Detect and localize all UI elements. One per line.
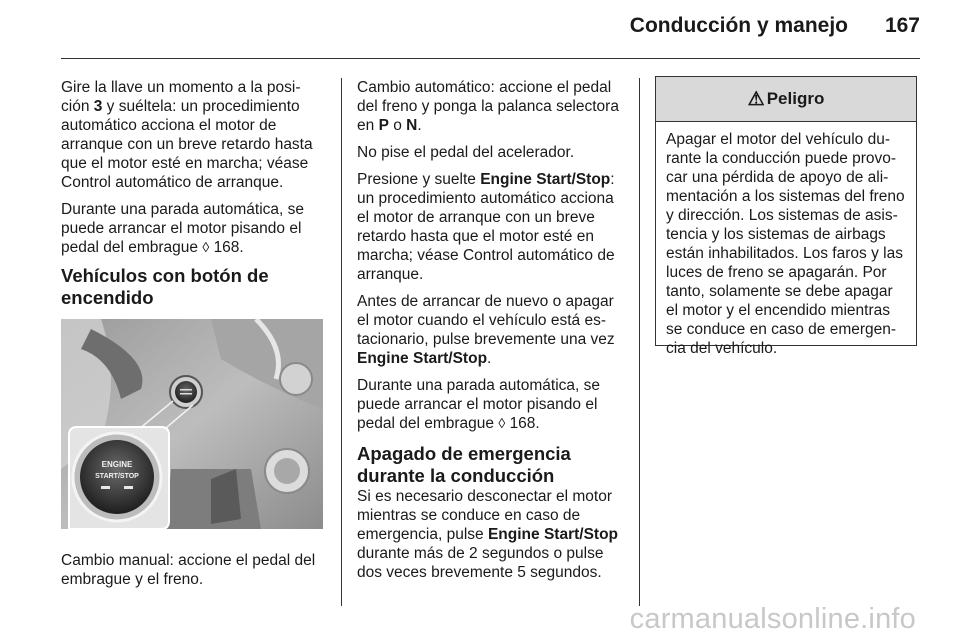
- page-ref-icon: ◊: [202, 239, 210, 255]
- column-middle: [357, 78, 623, 590]
- danger-warning-title: Peligro: [766, 89, 825, 108]
- page-ref-link[interactable]: 168.: [509, 415, 540, 432]
- warning-triangle-icon: ⚠: [747, 88, 765, 110]
- paragraph-automatic-transmission: Cambio automático: accione el pedal del freno y ponga la palanca selectora en P o N.: [357, 79, 619, 134]
- paragraph-key-start: Gire la llave un momento a la posi-ción 3 y suéltela: un procedimiento automático acciona el motor de arranque con un breve retardo hasta que el motor esté en marcha; véase Control automático de arranque.: [61, 79, 313, 191]
- paragraph-manual-transmission: Cambio manual: accione el pedal del embrague y el freno.: [61, 552, 316, 588]
- column-divider-1: [341, 78, 342, 606]
- photo-button-label-startstop: START/STOP: [95, 473, 139, 480]
- column-divider-2: [639, 78, 640, 606]
- photo-button-label-engine: ENGINE: [101, 460, 133, 469]
- danger-warning-text: Apagar el motor del vehículo du-rante la conducción puede provo-car una pérdida de apoyo de ali-mentación a los sistemas del freno y dirección. Los sistemas de asis-tencia y los sistemas de airbags están inhabilitados. Los faros y las luces de freno se apagarán. Por tanto, solamente se debe apagar el motor y el encendido mientras se conduce en caso de emergen-cia del vehículo.: [666, 131, 905, 357]
- header-rule: [61, 58, 920, 59]
- danger-warning-header: [656, 77, 916, 122]
- paragraph-autostop-clutch-2: Durante una parada automática, se puede arrancar el motor pisando el pedal del embrague ◊ 168.: [357, 377, 600, 432]
- paragraph-no-accelerator: No pise el pedal del acelerador.: [357, 144, 575, 161]
- column-left: [61, 78, 323, 597]
- page-ref-link[interactable]: 168.: [213, 239, 244, 256]
- page-number: 167: [884, 14, 920, 37]
- paragraph-press-start-stop: Presione y suelte Engine Start/Stop: un procedimiento automático acciona el motor de arranque con un breve retardo hasta que el motor esté en marcha; véase Control automático de arranque.: [357, 171, 615, 283]
- paragraph-autostop-clutch: Durante una parada automática, se puede arrancar el motor pisando el pedal del embrague ◊ 168.: [61, 201, 304, 256]
- chapter-title: Conducción y manejo: [629, 14, 848, 37]
- section-heading-start-button: Vehículos con botón de encendido: [61, 265, 269, 308]
- page-ref-icon: ◊: [498, 415, 506, 431]
- watermark: carmanualsonline.info: [629, 603, 916, 635]
- paragraph-restart-or-stop: Antes de arrancar de nuevo o apagar el motor cuando el vehículo está es-tacionario, pulse brevemente una vez Engine Start/Stop.: [357, 293, 615, 367]
- paragraph-emergency-stop: Si es necesario desconectar el motor mientras se conduce en caso de emergencia, pulse Engine Start/Stop durante más de 2 segundos o pulse dos veces brevemente 5 segundos.: [357, 488, 619, 581]
- section-heading-emergency-stop: Apagado de emergencia durante la conducción: [357, 443, 571, 486]
- danger-warning-box: [655, 76, 917, 357]
- engine-start-stop-photo: [61, 319, 323, 529]
